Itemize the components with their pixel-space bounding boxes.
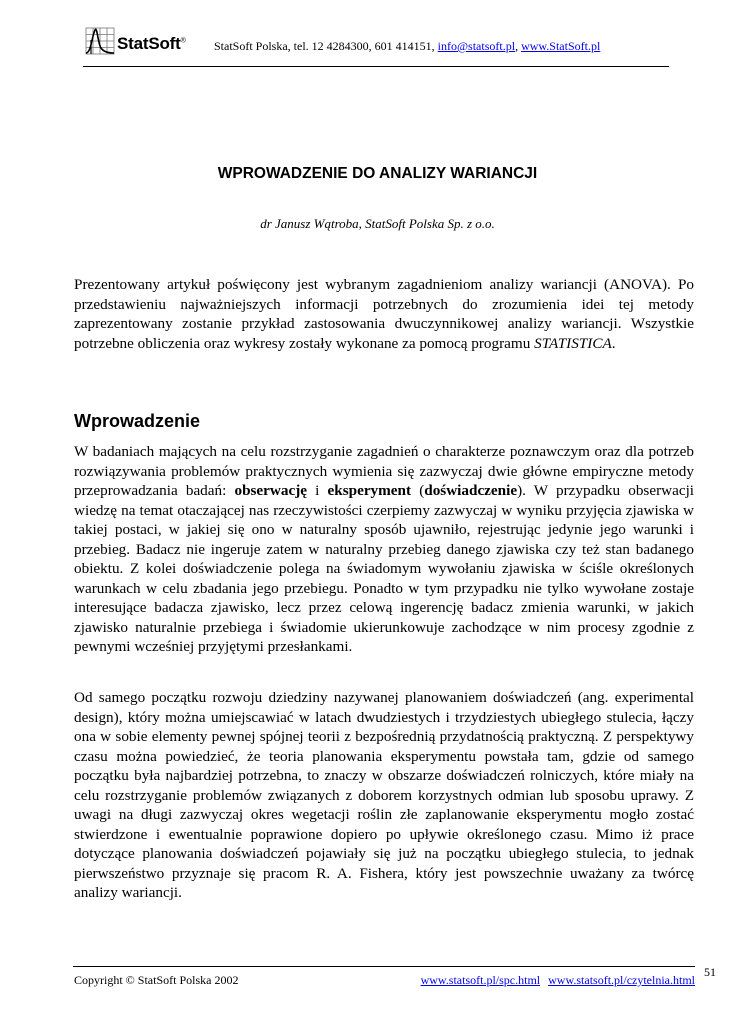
contact-separator: , — [515, 39, 519, 53]
abstract-text: Prezentowany artykuł poświęcony jest wybranym zagadnieniom analizy wariancji (ANOVA). Po przedstawieniu najważniejszych informacji potrzebnych do zrozumienia idei tej metody zaprezentowany zostanie przykład zastosowania dwuczynnikowej analizy wariancji. Wszystkie potrzebne obliczenia oraz wykresy zostały wykonane za pomocą programu — [74, 276, 694, 352]
page-title: WPROWADZENIE DO ANALIZY WARIANCJI — [217, 165, 538, 182]
logo-chart-icon — [85, 24, 117, 58]
p1-text-a: W badaniach mających na celu rozstrzyganie zagadnień o charakterze poznawczym oraz dla potrzeb rozwiązywania problemów praktycznych wymienia się zazwyczaj dwie główne empiryczne metody przeprowadzania badań: — [74, 443, 694, 499]
term-doswiadczenie: doświadczenie — [424, 482, 518, 499]
page-number: 51 — [704, 965, 716, 979]
footer-links — [421, 973, 695, 988]
abstract-end: . — [611, 334, 616, 352]
term-experiment: eksperyment — [327, 482, 412, 499]
header-contact — [214, 39, 600, 54]
section-heading: Wprowadzenie — [74, 411, 201, 431]
copyright-text: Copyright © StatSoft Polska 2002 — [74, 973, 239, 987]
term-observation: obserwację — [234, 482, 308, 499]
spc-link[interactable]: www.statsoft.pl/spc.html — [420, 973, 541, 987]
body-paragraph-1 — [74, 442, 694, 657]
contact-text: StatSoft Polska, tel. 12 4284300, 601 414151, — [214, 39, 435, 53]
body-paragraph-2: Od samego początku rozwoju dziedziny nazywanej planowaniem doświadczeń (ang. experimental design), który można umiejscawiać w latach dwudziestych i trzydziestych ubiegłego stulecia, łączy ona w sobie elementy pewnej spójnej teorii z bezpośrednią przydatnością praktyczną. Z perspektywy czasu można powiedzieć, że teoria planowania eksperymentu powstała tam, gdzie od samego początku była najbardziej potrzebna, to znaczy w obszarze doświadczeń rolniczych, które miały na celu rozstrzyganie problemów związanych z doborem korzystnych odmian lub sposobu uprawy. Z uwagi na długi zazwyczaj okres wegetacji roślin złe zaplanowanie eksperymentu mogło zostać stwierdzone i ewentualnie poprawione dopiero po upływie określonego czasu. Mimo iż prace dotyczące planowania doświadczeń pojawiały się już na początku ubiegłego stulecia, to jednak pierwszeństwo przyznaje się pracom R. A. Fishera, który jest powszechnie uważany za twórcę analizy wariancji. — [74, 689, 694, 901]
email-link[interactable]: info@statsoft.pl — [437, 39, 516, 53]
page-footer — [73, 966, 695, 991]
page-header — [83, 22, 669, 67]
czytelnia-link[interactable]: www.statsoft.pl/czytelnia.html — [548, 973, 695, 987]
p1-text-c: i — [307, 482, 328, 499]
registered-mark: ® — [180, 37, 186, 45]
program-name: STATISTICA — [534, 334, 612, 352]
website-link[interactable]: www.StatSoft.pl — [521, 39, 601, 53]
logo-text: StatSoft® — [117, 34, 186, 53]
author-line: dr Janusz Wątroba, StatSoft Polska Sp. z o.o. — [260, 216, 495, 231]
p1-text-d: ( — [411, 482, 425, 499]
p1-text-e: ). W przypadku obserwacji wiedzę na temat otaczającej nas rzeczywistości czerpiemy zazwyczaj w wyniku przyjęcia zjawiska w takiej postaci, w jakiej się ono w naturalny sposób ujawniło, rejestrując jedynie jego warunki i przebieg. Badacz nie ingeruje zatem w naturalny przebieg danego zjawiska czy też stan badanego obiektu. Z kolei doświadczenie polega na świadomym wywołaniu zjawiska w ściśle określonych warunkach w celu zbadania jego przebiegu. Ponadto w tym przypadku nie tylko wywołane zostaje interesujące badacza zjawisko, lecz przez celową ingerencję badacz zmienia warunki, w jakich zjawisko naturalnie przebiega i świadomie ukierunkowuje zachodzące w nim procesy zgodnie z pewnymi wcześniej przyjętymi przesłankami. — [74, 482, 695, 655]
abstract-paragraph — [74, 275, 694, 353]
statsoft-logo — [83, 22, 203, 60]
